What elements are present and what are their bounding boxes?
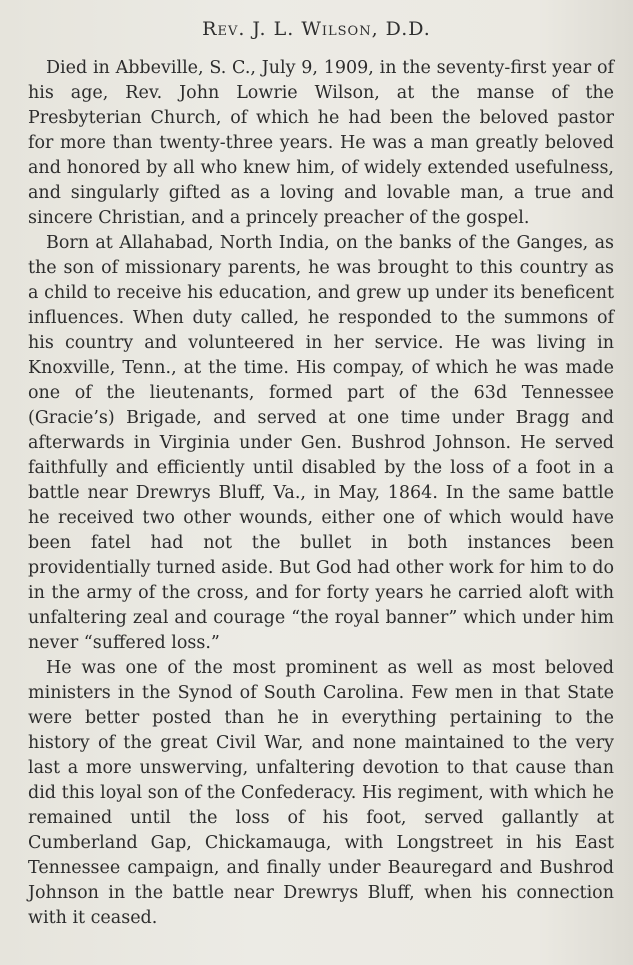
paragraph-synod-ministry: He was one of the most prominent as well as most beloved ministers in the Synod of South Carolina. Few men in that State were better posted than he in everything pertaining to the history of the great Civil War, and none maintained to the very last a more unswerving, unfaltering devotion to that cause than did this loyal son of the Confederacy. His regiment, with which he remained until the loss of his foot, served gallantly at Cumberland Gap, Chickamauga, with Longstreet in his East Tennessee campaign, and finally under Beauregard and Bushrod Johnson in the battle near Drewrys Bluff, when his connection with it ceased.	[28, 658, 614, 928]
page-title: Rev. J. L. Wilson, D.D.	[202, 18, 431, 40]
paragraph-death-notice: Died in Abbeville, S. C., July 9, 1909, in the seventy-first year of his age, Rev. John Lowrie Wilson, at the manse of the Presbyterian Church, of which he had been the beloved pastor for more than twenty-three years. He was a man greatly beloved and honored by all who knew him, of widely extended usefulness, and singularly gifted as a loving and lovable man, a true and sincere Christian, and a princely preacher of the gospel.	[28, 58, 614, 228]
paragraph-military-service: Born at Allahabad, North India, on the banks of the Ganges, as the son of missionary parents, he was brought to this country as a child to receive his education, and grew up under its beneficent influences. When duty called, he responded to the summons of his country and volunteered in her service. He was living in Knoxville, Tenn., at the time. His compay, of which he was made one of the lieutenants, formed part of the 63d Tennessee (Gracie’s) Brigade, and served at one time under Bragg and afterwards in Virginia under Gen. Bushrod Johnson. He served faithfully and efficiently until disabled by the loss of a foot in a battle near Drewrys Bluff, Va., in May, 1864. In the same battle he received two other wounds, either one of which would have been fatel had not the bullet in both instances been providentially turned aside. But God had other work for him to do in the army of the cross, and for forty years he carried aloft with unfaltering zeal and courage “the royal banner” which under him never “suffered loss.”	[28, 233, 614, 653]
article-body	[28, 56, 614, 931]
